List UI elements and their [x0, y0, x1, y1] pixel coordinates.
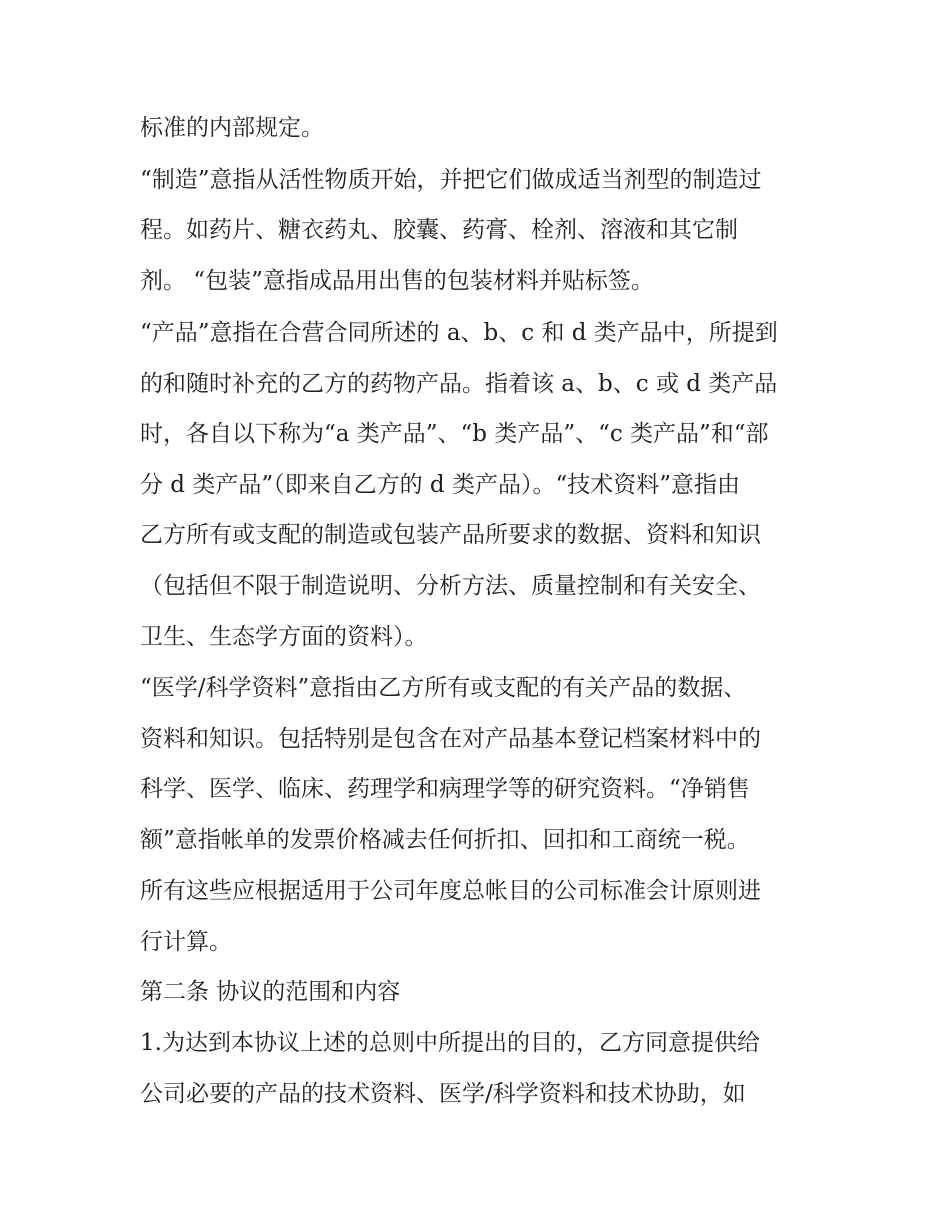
text-line: 时，各自以下称为“a 类产品”、“b 类产品”、“c 类产品”和“部: [140, 421, 769, 447]
text-line: 分 d 类产品”（即来自乙方的 d 类产品）。“技术资料”意指由: [140, 472, 740, 498]
section-heading: 第二条 协议的范围和内容: [140, 979, 401, 1005]
text-line: 卫生、生态学方面的资料）。: [140, 624, 428, 650]
text-line: 行计算。: [140, 929, 232, 955]
text-line: 的和随时补充的乙方的药物产品。指着该 a、b、c 或 d 类产品: [140, 371, 778, 397]
text-line: 公司必要的产品的技术资料、医学/科学资料和技术协助，如: [140, 1081, 746, 1107]
text-line: 标准的内部规定。: [140, 115, 324, 141]
text-line: 剂。 “包装”意指成品用出售的包装材料并贴标签。: [140, 268, 654, 294]
text-line: “产品”意指在合营合同所述的 a、b、c 和 d 类产品中，所提到: [140, 320, 778, 346]
text-line: 乙方所有或支配的制造或包装产品所要求的数据、资料和知识: [140, 522, 761, 548]
text-line: 1.为达到本协议上述的总则中所提出的目的，乙方同意提供给: [140, 1030, 760, 1056]
text-line: 额”意指帐单的发票价格减去任何折扣、回扣和工商统一税。: [140, 827, 750, 853]
text-line: 资料和知识。包括特别是包含在对产品基本登记档案材料中的: [140, 726, 761, 752]
text-line: 所有这些应根据适用于公司年度总帐目的公司标准会计原则进: [140, 878, 761, 904]
text-line: 程。如药片、糖衣药丸、胶囊、药膏、栓剂、溶液和其它制: [140, 217, 738, 243]
text-line: “医学/科学资料”意指由乙方所有或支配的有关产品的数据、: [140, 675, 747, 701]
text-line: 科学、医学、临床、药理学和病理学等的研究资料。“净销售: [140, 776, 750, 802]
text-line: “制造”意指从活性物质开始，并把它们做成适当剂型的制造过: [140, 167, 762, 193]
text-line: （包括但不限于制造说明、分析方法、质量控制和有关安全、: [140, 573, 761, 599]
